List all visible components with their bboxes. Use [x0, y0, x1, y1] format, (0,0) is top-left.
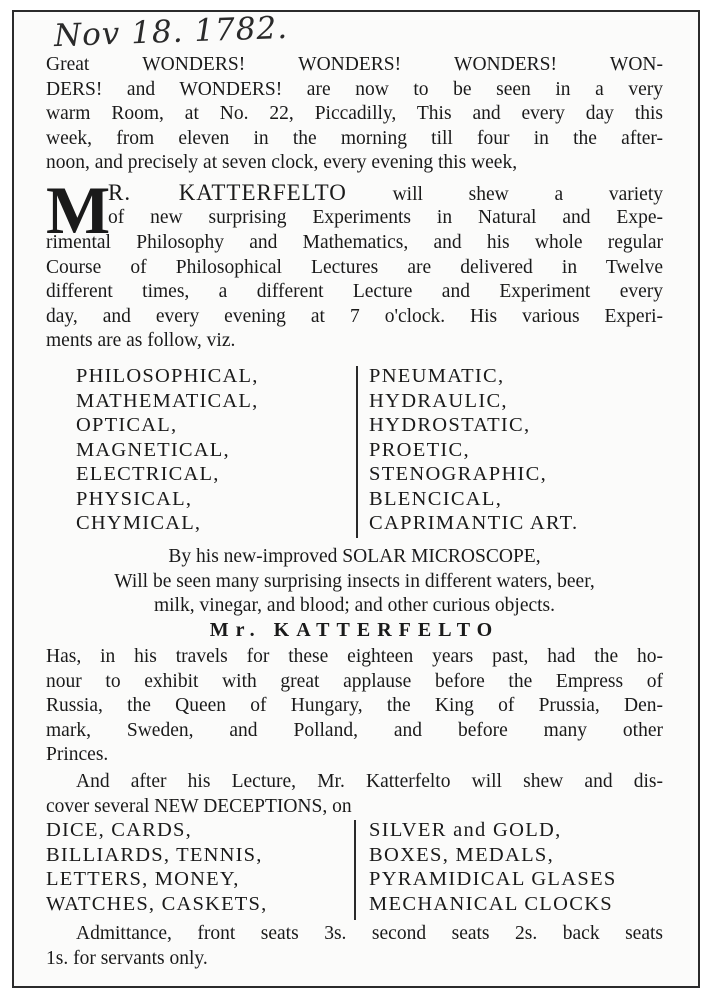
microscope-lines-line: By his new-improved SOLAR MICROSCOPE,	[168, 546, 541, 567]
body-lines-line: day, and every evening at 7 o'clock. His various Experi-	[46, 305, 663, 327]
experiments-left-item: OPTICAL,	[76, 414, 178, 436]
microscope-lines-line: Will be seen many surprising insects in different waters, beer,	[114, 570, 595, 592]
body-lines-line: ments are as follow, viz.	[46, 330, 236, 351]
travels-lines-line: Has, in his travels for these eighteen years past, had the ho-	[46, 646, 663, 667]
experiments-left-item: PHILOSOPHICAL,	[76, 365, 259, 387]
experiments-right-column	[369, 364, 578, 536]
deceptions-right-item: SILVER and GOLD,	[369, 819, 562, 841]
experiments-right-item: PROETIC,	[369, 438, 470, 461]
body-lines-line: rimental Philosophy and Mathematics, and his whole regular	[46, 232, 663, 253]
travels-lines-line: Russia, the Queen of Hungary, the King of Prussia, Den-	[46, 695, 663, 716]
admittance-lines-line: 1s. for servants only.	[46, 947, 208, 969]
experiments-right-item: HYDROSTATIC,	[369, 414, 531, 436]
deceptions-right-column	[369, 818, 617, 916]
katterfelto-name: R. KATTERFELTO	[108, 181, 347, 205]
experiments-left-item: CHYMICAL,	[76, 512, 202, 534]
deceptions-right-item: MECHANICAL CLOCKS	[369, 892, 614, 915]
column-divider	[356, 366, 358, 538]
handwritten-date: Nov 18. 1782.	[53, 9, 289, 55]
name-line	[108, 181, 663, 208]
intro-lines-line: Great WONDERS! WONDERS! WONDERS! WON-	[46, 54, 663, 75]
body-line-indented: of new surprising Experiments in Natural and Expe-	[108, 207, 663, 228]
intro-lines-line: noon, and precisely at seven clock, every evening this week,	[46, 152, 518, 173]
drop-cap: M	[46, 172, 111, 248]
experiments-left-column	[76, 364, 259, 536]
experiments-right-item: BLENCICAL,	[369, 487, 503, 510]
deceptions-left-item: DICE, CARDS,	[46, 819, 192, 841]
travels-lines-line: Princes.	[46, 744, 109, 765]
deceptions-lines-line: cover several NEW DECEPTIONS, on	[46, 795, 352, 817]
mr-katterfelto-heading: Mr. KATTERFELTO	[209, 619, 500, 641]
body-lines-line: different times, a different Lecture and Experiment every	[46, 281, 663, 302]
experiments-left-item: MAGNETICAL,	[76, 438, 230, 461]
experiments-right-item: PNEUMATIC,	[369, 365, 505, 387]
travels-lines-line: mark, Sweden, and Polland, and before many other	[46, 719, 663, 741]
deceptions-right-item: BOXES, MEDALS,	[369, 843, 555, 866]
deceptions-divider	[354, 820, 356, 920]
deceptions-left-item: LETTERS, MONEY,	[46, 868, 240, 890]
travels-lines-line: nour to exhibit with great applause before the Empress of	[46, 670, 663, 692]
deceptions-left-column	[46, 818, 267, 916]
deceptions-right-item: PYRAMIDICAL GLASES	[369, 868, 617, 890]
intro-lines-line: warm Room, at No. 22, Piccadilly, This and every day this	[46, 103, 663, 124]
deceptions-left-item: BILLIARDS, TENNIS,	[46, 843, 263, 866]
experiments-right-item: CAPRIMANTIC ART.	[369, 512, 579, 534]
experiments-right-item: STENOGRAPHIC,	[369, 463, 548, 485]
deceptions-lines-line: And after his Lecture, Mr. Katterfelto will shew and dis-	[76, 771, 663, 792]
name-line-rest: will shew a variety	[346, 184, 663, 205]
intro-lines-line: DERS! and WONDERS! are now to be seen in a very	[46, 78, 663, 100]
experiments-left-item: ELECTRICAL,	[76, 463, 220, 485]
admittance-lines-line: Admittance, front seats 3s. second seats 2s. back seats	[76, 923, 663, 944]
experiments-left-item: PHYSICAL,	[76, 487, 193, 510]
experiments-right-item: HYDRAULIC,	[369, 389, 508, 412]
deceptions-left-item: WATCHES, CASKETS,	[46, 892, 268, 915]
body-lines-line: Course of Philosophical Lectures are delivered in Twelve	[46, 256, 663, 278]
intro-lines-line: week, from eleven in the morning till four in the after-	[46, 127, 663, 149]
experiments-left-item: MATHEMATICAL,	[76, 389, 259, 412]
microscope-lines-line: milk, vinegar, and blood; and other curious objects.	[153, 595, 556, 616]
